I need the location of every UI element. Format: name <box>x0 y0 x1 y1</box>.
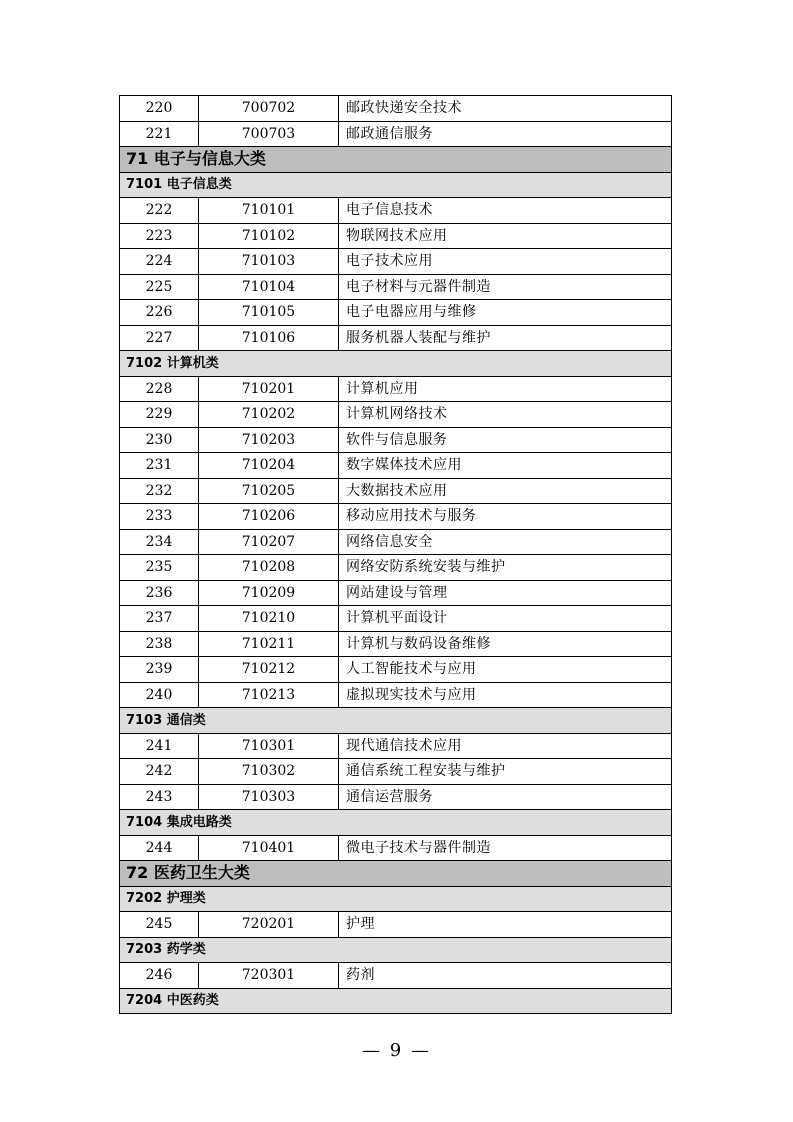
sequence-number-cell: 220 <box>120 96 199 122</box>
table-row <box>120 504 672 530</box>
sequence-number-cell: 227 <box>120 325 199 351</box>
table-row <box>120 580 672 606</box>
sequence-number-cell: 233 <box>120 504 199 530</box>
sequence-number-cell: 237 <box>120 606 199 632</box>
program-code-cell: 710102 <box>199 223 339 249</box>
program-name-cell: 服务机器人装配与维护 <box>339 325 672 351</box>
page-number: — 9 — <box>362 1040 431 1061</box>
program-code-cell: 710213 <box>199 682 339 708</box>
table-row <box>120 784 672 810</box>
subcategory-row <box>120 351 672 377</box>
program-catalog-table <box>119 95 672 1014</box>
program-code-cell: 710301 <box>199 733 339 759</box>
subcategory-label: 7202 护理类 <box>120 886 672 912</box>
sequence-number-cell: 245 <box>120 912 199 938</box>
program-code-cell: 710103 <box>199 249 339 275</box>
program-code-cell: 720201 <box>199 912 339 938</box>
program-name-cell: 电子材料与元器件制造 <box>339 274 672 300</box>
sequence-number-cell: 246 <box>120 963 199 989</box>
subcategory-row <box>120 886 672 912</box>
program-name-cell: 计算机网络技术 <box>339 402 672 428</box>
program-name-cell: 计算机与数码设备维修 <box>339 631 672 657</box>
program-code-cell: 710303 <box>199 784 339 810</box>
major-category-label: 71 电子与信息大类 <box>120 147 672 173</box>
table-row <box>120 759 672 785</box>
program-code-cell: 710205 <box>199 478 339 504</box>
program-code-cell: 710202 <box>199 402 339 428</box>
sequence-number-cell: 230 <box>120 427 199 453</box>
major-category-label: 72 医药卫生大类 <box>120 861 672 887</box>
sequence-number-cell: 221 <box>120 121 199 147</box>
program-name-cell: 邮政通信服务 <box>339 121 672 147</box>
table-row <box>120 249 672 275</box>
sequence-number-cell: 223 <box>120 223 199 249</box>
program-name-cell: 通信系统工程安装与维护 <box>339 759 672 785</box>
subcategory-row <box>120 172 672 198</box>
sequence-number-cell: 232 <box>120 478 199 504</box>
subcategory-row <box>120 988 672 1014</box>
table-row <box>120 529 672 555</box>
table-row <box>120 963 672 989</box>
table-row <box>120 376 672 402</box>
program-code-cell: 710401 <box>199 835 339 861</box>
program-code-cell: 720301 <box>199 963 339 989</box>
program-name-cell: 大数据技术应用 <box>339 478 672 504</box>
program-name-cell: 电子电器应用与维修 <box>339 300 672 326</box>
major-category-row <box>120 147 672 173</box>
sequence-number-cell: 225 <box>120 274 199 300</box>
program-code-cell: 710211 <box>199 631 339 657</box>
table-row <box>120 223 672 249</box>
table-row <box>120 631 672 657</box>
subcategory-row <box>120 810 672 836</box>
program-code-cell: 710104 <box>199 274 339 300</box>
sequence-number-cell: 244 <box>120 835 199 861</box>
subcategory-label: 7103 通信类 <box>120 708 672 734</box>
sequence-number-cell: 236 <box>120 580 199 606</box>
sequence-number-cell: 229 <box>120 402 199 428</box>
table-row <box>120 912 672 938</box>
program-code-cell: 700702 <box>199 96 339 122</box>
program-code-cell: 710209 <box>199 580 339 606</box>
subcategory-label: 7102 计算机类 <box>120 351 672 377</box>
sequence-number-cell: 239 <box>120 657 199 683</box>
program-name-cell: 计算机应用 <box>339 376 672 402</box>
program-code-cell: 710101 <box>199 198 339 224</box>
program-name-cell: 软件与信息服务 <box>339 427 672 453</box>
program-name-cell: 网络信息安全 <box>339 529 672 555</box>
subcategory-row <box>120 937 672 963</box>
program-name-cell: 邮政快递安全技术 <box>339 96 672 122</box>
sequence-number-cell: 240 <box>120 682 199 708</box>
major-category-row <box>120 861 672 887</box>
program-code-cell: 710203 <box>199 427 339 453</box>
sequence-number-cell: 242 <box>120 759 199 785</box>
table-row <box>120 657 672 683</box>
sequence-number-cell: 222 <box>120 198 199 224</box>
program-name-cell: 微电子技术与器件制造 <box>339 835 672 861</box>
program-name-cell: 虚拟现实技术与应用 <box>339 682 672 708</box>
sequence-number-cell: 238 <box>120 631 199 657</box>
program-name-cell: 电子技术应用 <box>339 249 672 275</box>
program-name-cell: 电子信息技术 <box>339 198 672 224</box>
table-row <box>120 453 672 479</box>
table-row <box>120 835 672 861</box>
sequence-number-cell: 235 <box>120 555 199 581</box>
subcategory-label: 7101 电子信息类 <box>120 172 672 198</box>
table-row <box>120 274 672 300</box>
table-row <box>120 300 672 326</box>
table-row <box>120 198 672 224</box>
table-row <box>120 555 672 581</box>
program-name-cell: 数字媒体技术应用 <box>339 453 672 479</box>
sequence-number-cell: 241 <box>120 733 199 759</box>
table-row <box>120 325 672 351</box>
subcategory-label: 7204 中医药类 <box>120 988 672 1014</box>
program-code-cell: 710207 <box>199 529 339 555</box>
program-code-cell: 710106 <box>199 325 339 351</box>
sequence-number-cell: 234 <box>120 529 199 555</box>
subcategory-row <box>120 708 672 734</box>
table-row <box>120 96 672 122</box>
program-code-cell: 710212 <box>199 657 339 683</box>
program-code-cell: 710210 <box>199 606 339 632</box>
table-row <box>120 478 672 504</box>
catalog-table-body <box>120 96 672 1014</box>
program-name-cell: 计算机平面设计 <box>339 606 672 632</box>
subcategory-label: 7203 药学类 <box>120 937 672 963</box>
program-code-cell: 710105 <box>199 300 339 326</box>
program-name-cell: 移动应用技术与服务 <box>339 504 672 530</box>
table-row <box>120 606 672 632</box>
table-row <box>120 402 672 428</box>
program-code-cell: 710204 <box>199 453 339 479</box>
sequence-number-cell: 231 <box>120 453 199 479</box>
sequence-number-cell: 228 <box>120 376 199 402</box>
program-name-cell: 现代通信技术应用 <box>339 733 672 759</box>
program-name-cell: 网站建设与管理 <box>339 580 672 606</box>
sequence-number-cell: 243 <box>120 784 199 810</box>
table-row <box>120 427 672 453</box>
program-code-cell: 710201 <box>199 376 339 402</box>
program-name-cell: 物联网技术应用 <box>339 223 672 249</box>
subcategory-label: 7104 集成电路类 <box>120 810 672 836</box>
program-code-cell: 710208 <box>199 555 339 581</box>
program-code-cell: 700703 <box>199 121 339 147</box>
program-name-cell: 人工智能技术与应用 <box>339 657 672 683</box>
program-code-cell: 710302 <box>199 759 339 785</box>
table-row <box>120 682 672 708</box>
program-name-cell: 网络安防系统安装与维护 <box>339 555 672 581</box>
sequence-number-cell: 226 <box>120 300 199 326</box>
program-name-cell: 护理 <box>339 912 672 938</box>
table-row <box>120 121 672 147</box>
program-name-cell: 药剂 <box>339 963 672 989</box>
table-row <box>120 733 672 759</box>
program-name-cell: 通信运营服务 <box>339 784 672 810</box>
program-code-cell: 710206 <box>199 504 339 530</box>
sequence-number-cell: 224 <box>120 249 199 275</box>
